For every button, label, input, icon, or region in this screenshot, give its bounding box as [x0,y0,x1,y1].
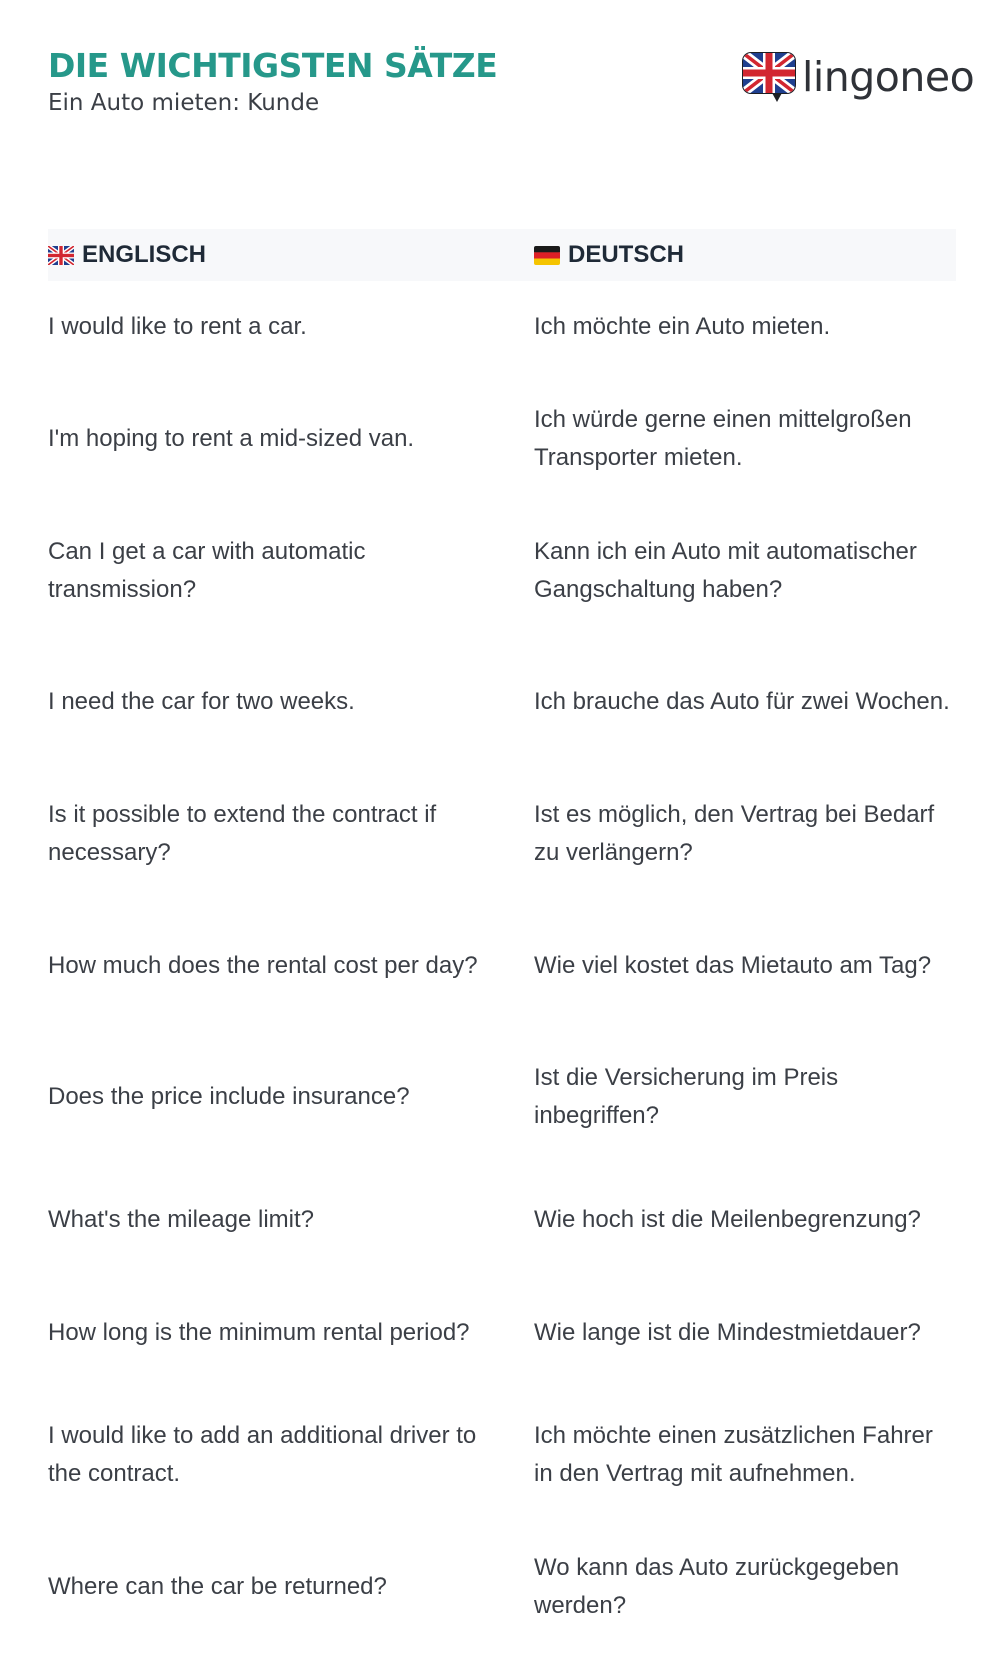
phrase-english: How long is the minimum rental period? [48,1318,470,1346]
column-header-german-label: DEUTSCH [568,241,685,268]
phrase-german: Wie hoch ist die Meilenbegrenzung? [534,1205,921,1233]
column-header-english-label: ENGLISCH [82,241,207,268]
phrase-row [48,900,956,1031]
phrase-german: Ist es möglich, den Vertrag bei Bedarf zu verlängern? [534,801,935,866]
phrase-english: I need the car for two weeks. [48,688,355,715]
logo-text: lingoneo [802,53,975,101]
phrase-german: Wo kann das Auto zurückgegeben werden? [534,1554,900,1619]
phrase-row [48,505,956,636]
uk-flag-icon [48,246,74,265]
phrase-english: I would like to rent a car. [48,313,307,340]
phrase-english: Is it possible to extend the contract if necessary? [48,801,437,866]
phrase-row [48,768,956,900]
phrase-english: Does the price include insurance? [48,1083,410,1110]
phrase-english: I'm hoping to rent a mid-sized van. [48,425,415,452]
page-header [48,46,497,118]
phrase-english: What's the mileage limit? [48,1205,315,1233]
phrase-english: I would like to add an additional driver to the contract. [48,1422,477,1487]
page-title: DIE WICHTIGSTEN SÄTZE [48,46,498,85]
phrase-row [48,373,956,505]
german-flag-icon [534,246,560,265]
phrase-german: Ich möchte ein Auto mieten. [534,313,831,340]
phrase-row [48,1521,956,1653]
column-header-english [48,229,206,281]
phrase-row [48,636,956,768]
phrase-english: How much does the rental cost per day? [48,951,478,979]
phrase-row [48,1389,956,1521]
phrase-row [48,1031,956,1163]
phrase-german: Ich würde gerne einen mittelgroßen Transporter mieten. [534,406,912,471]
phrase-german: Ich möchte einen zusätzlichen Fahrer in den Vertrag mit aufnehmen. [534,1422,933,1487]
uk-flag-speech-bubble-icon [741,51,797,103]
page-subtitle: Ein Auto mieten: Kunde [48,90,320,116]
lingoneo-logo[interactable] [741,50,974,104]
phrase-english: Can I get a car with automatic transmission? [48,537,366,603]
phrase-row [48,1276,956,1389]
phrase-german: Kann ich ein Auto mit automatischer Gangschaltung haben? [534,537,917,603]
phrase-german: Ich brauche das Auto für zwei Wochen. [534,688,950,715]
phrase-german: Ist die Versicherung im Preis inbegriffen? [534,1064,839,1129]
column-header-bar [48,229,956,281]
phrase-german: Wie viel kostet das Mietauto am Tag? [534,951,932,979]
phrase-table [48,281,956,1653]
column-header-german [534,229,684,281]
phrase-row [48,1163,956,1276]
phrase-english: Where can the car be returned? [48,1573,387,1600]
phrase-row [48,281,956,373]
phrase-german: Wie lange ist die Mindestmietdauer? [534,1318,921,1346]
